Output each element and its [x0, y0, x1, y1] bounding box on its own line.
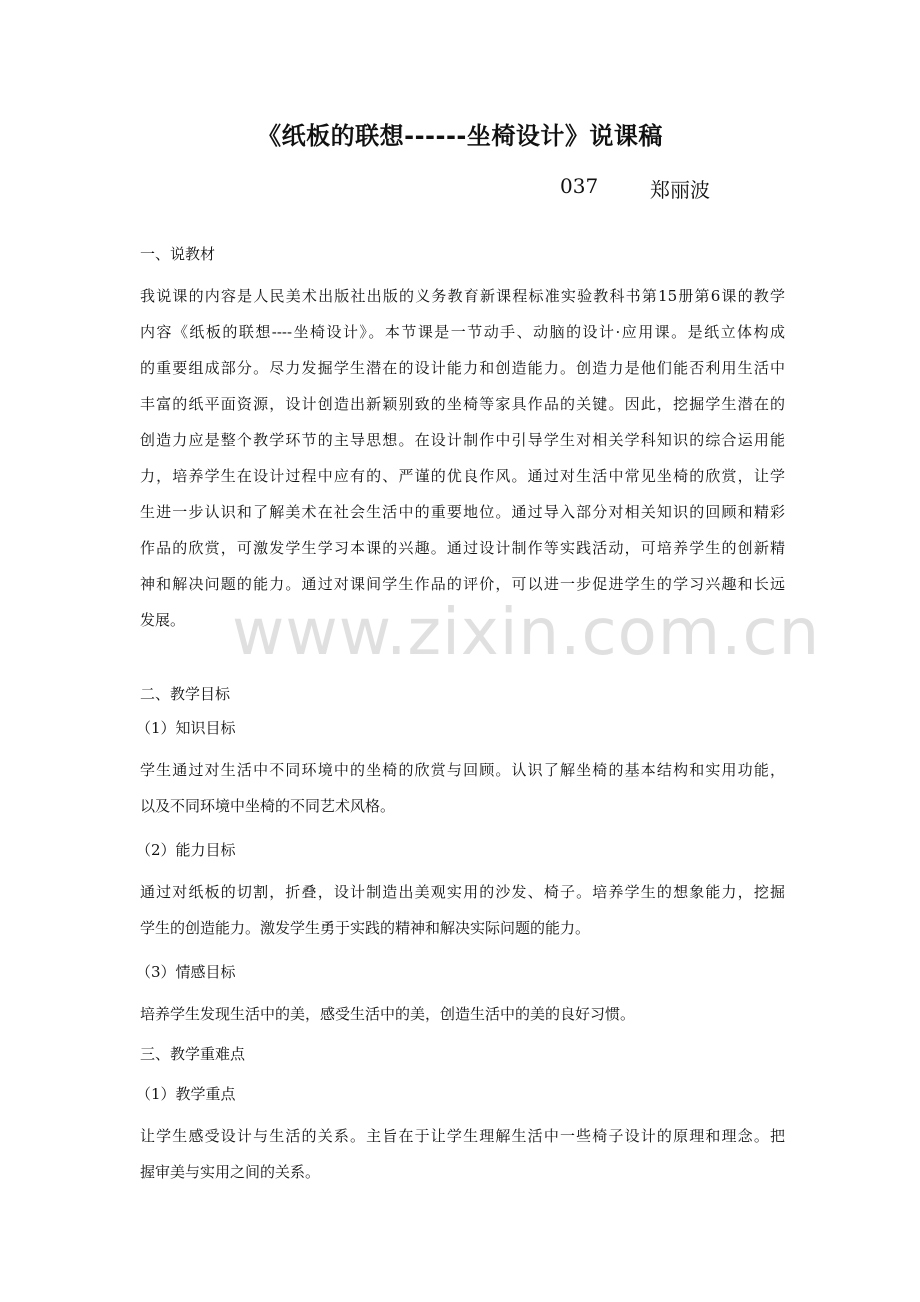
- section-heading-1: 一、说教材: [140, 245, 216, 263]
- paragraph-line: 我说课的内容是人民美术出版社出版的义务教育新课程标准实验教科书第15册第6课的教学: [140, 287, 785, 305]
- paragraph-line: 学生通过对生活中不同环境中的坐椅的欣赏与回顾。认识了解坐椅的基本结构和实用功能，: [140, 761, 785, 779]
- subheading-key-points: （1）教学重点: [136, 1085, 236, 1103]
- subheading-knowledge: （1）知识目标: [136, 719, 236, 737]
- author-number: 037: [560, 174, 599, 198]
- key-points-text: [140, 1118, 785, 1190]
- paragraph-line: 丰富的纸平面资源，设计创造出新颖别致的坐椅等家具作品的关键。因此，挖掘学生潜在的: [140, 395, 785, 413]
- paragraph-line: 发展。: [140, 611, 186, 629]
- paragraph-line: 的重要组成部分。尽力发掘学生潜在的设计能力和创造能力。创造力是他们能否利用生活中: [140, 359, 785, 377]
- paragraph-line: 通过对纸板的切割，折叠，设计制造出美观实用的沙发、椅子。培养学生的想象能力，挖掘: [140, 883, 785, 901]
- section-heading-3: 三、教学重难点: [140, 1045, 246, 1063]
- paragraph-line: 让学生感受设计与生活的关系。主旨在于让学生理解生活中一些椅子设计的原理和理念。把: [140, 1127, 785, 1145]
- paragraph-line: 培养学生发现生活中的美，感受生活中的美，创造生活中的美的良好习惯。: [140, 1005, 636, 1023]
- paragraph-line: 神和解决问题的能力。通过对课间学生作品的评价，可以进一步促进学生的学习兴趣和长远: [140, 575, 785, 593]
- subheading-ability: （2）能力目标: [136, 841, 236, 859]
- ability-goal-text: [140, 874, 785, 946]
- knowledge-goal-text: [140, 752, 785, 824]
- author-name: 郑丽波: [650, 178, 710, 202]
- paragraph-line: 生进一步认识和了解美术在社会生活中的重要地位。通过导入部分对相关知识的回顾和精彩: [140, 503, 785, 521]
- paragraph-line: 握审美与实用之间的关系。: [140, 1163, 321, 1181]
- paragraph-line: 学生的创造能力。激发学生勇于实践的精神和解决实际问题的能力。: [140, 919, 591, 937]
- emotion-goal-text: [140, 996, 785, 1032]
- paragraph-line: 以及不同环境中坐椅的不同艺术风格。: [140, 797, 396, 815]
- watermark: www.zixin.com.cn: [232, 596, 821, 670]
- section-heading-2: 二、教学目标: [140, 685, 231, 703]
- paragraph-line: 作品的欣赏，可激发学生学习本课的兴趣。通过设计制作等实践活动，可培养学生的创新精: [140, 539, 785, 557]
- document-title: 《纸板的联想------坐椅设计》说课稿: [257, 122, 663, 150]
- section-1-body: [140, 278, 785, 638]
- paragraph-line: 力，培养学生在设计过程中应有的、严谨的优良作风。通过对生活中常见坐椅的欣赏，让学: [140, 467, 785, 485]
- paragraph-line: 内容《纸板的联想----坐椅设计》。本节课是一节动手、动脑的设计·应用课。是纸立体构成: [140, 323, 785, 341]
- paragraph-line: 创造力应是整个教学环节的主导思想。在设计制作中引导学生对相关学科知识的综合运用能: [140, 431, 785, 449]
- subheading-emotion: （3）情感目标: [136, 963, 236, 981]
